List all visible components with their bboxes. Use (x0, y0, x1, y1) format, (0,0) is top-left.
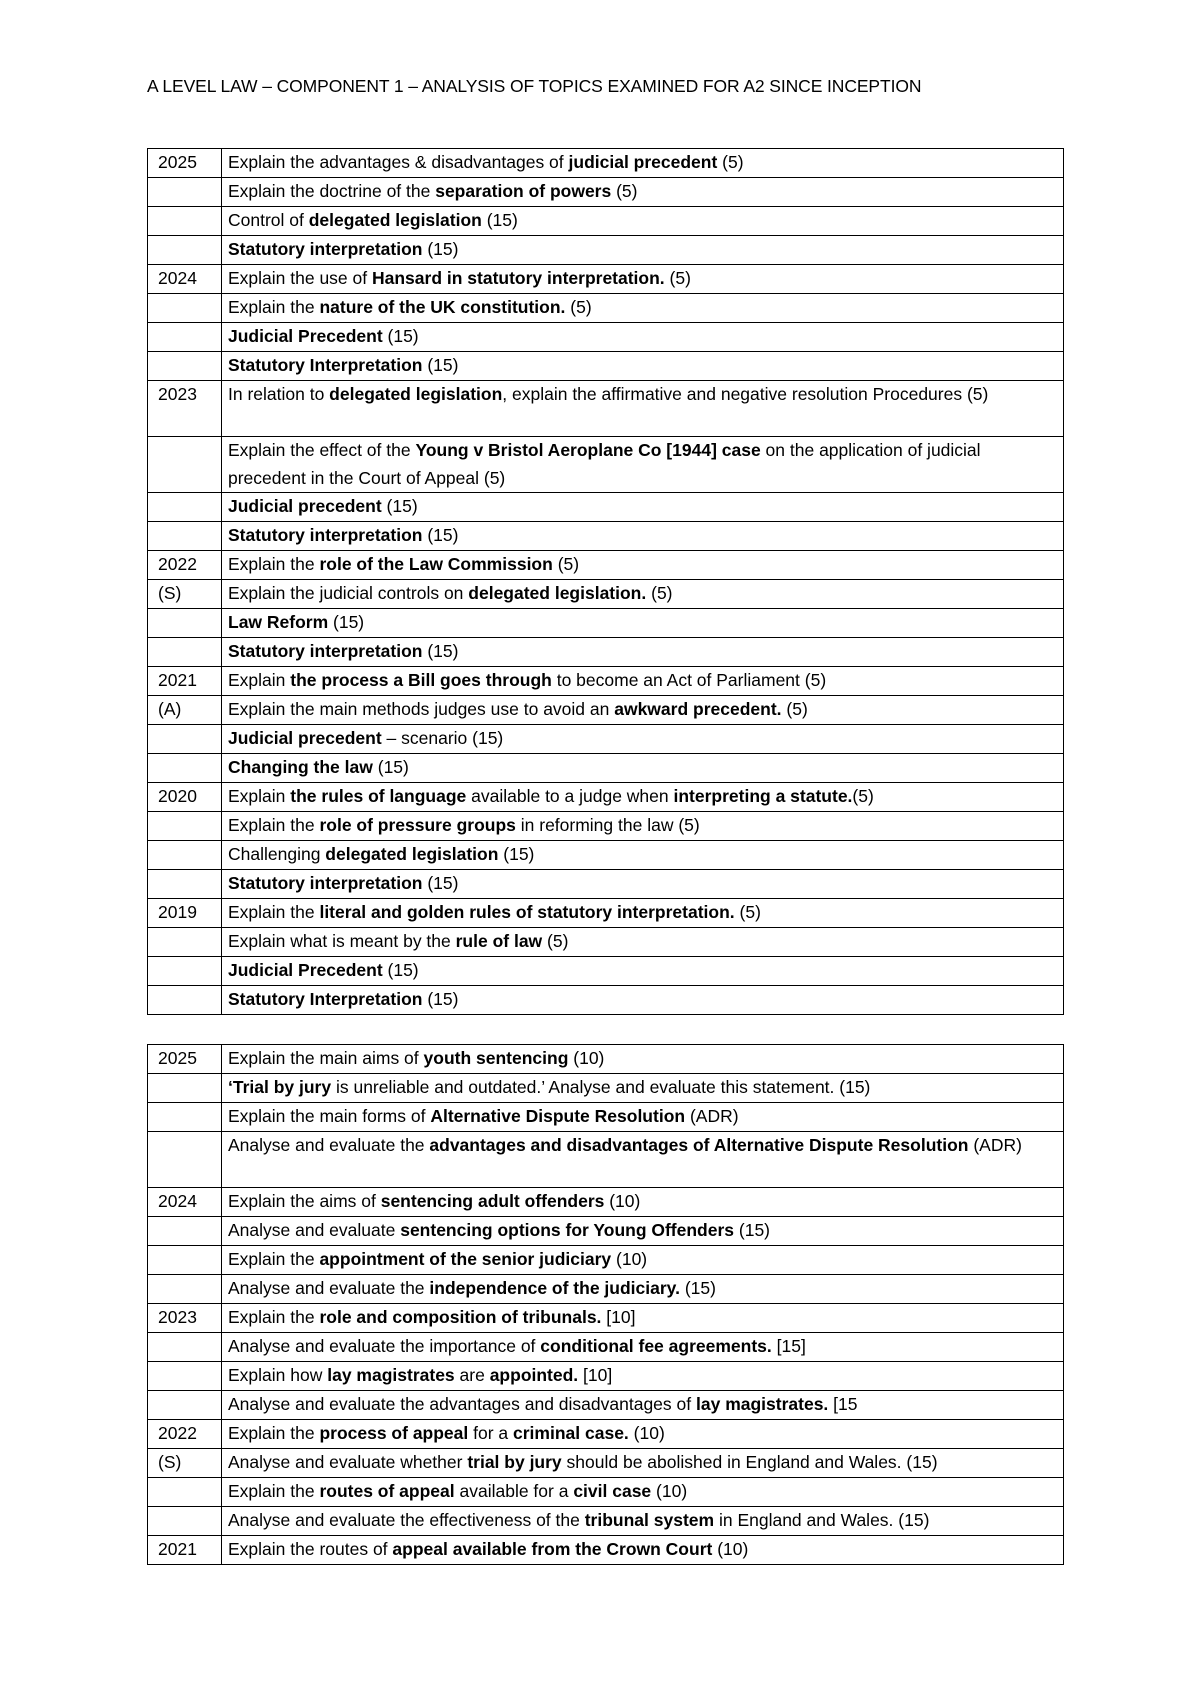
question-keyword: role of the Law Commission (319, 554, 553, 574)
question-cell (222, 381, 1064, 437)
year-cell (148, 352, 222, 381)
year-cell: 2019 (148, 899, 222, 928)
question-text: Analyse and evaluate the (228, 1278, 430, 1298)
question-text: (5) (552, 554, 580, 574)
year-cell (148, 841, 222, 870)
year-cell (148, 207, 222, 236)
question-text: for a (468, 1423, 514, 1443)
question-text: should be abolished in England and Wales. (15) (561, 1452, 938, 1472)
question-keyword: judicial precedent (568, 152, 718, 172)
question-keyword: trial by jury (467, 1452, 562, 1472)
question-text: (15) (422, 641, 459, 661)
question-cell (222, 986, 1064, 1015)
question-keyword: Judicial Precedent (228, 326, 383, 346)
table-row (148, 957, 1064, 986)
year-cell (148, 522, 222, 551)
question-cell (222, 149, 1064, 178)
question-keyword: Statutory interpretation (228, 873, 423, 893)
table-row (148, 1536, 1064, 1565)
question-text: (5) (542, 931, 569, 951)
table-row (148, 899, 1064, 928)
year-cell (148, 986, 222, 1015)
table-row (148, 381, 1064, 437)
table-row (148, 783, 1064, 812)
table-row (148, 928, 1064, 957)
year-cell (148, 1391, 222, 1420)
question-text: , explain the affirmative and negative resolution Procedures (5) (502, 384, 989, 404)
table-row (148, 352, 1064, 381)
question-keyword: nature of the UK constitution. (319, 297, 566, 317)
year-cell (148, 1362, 222, 1391)
question-keyword: awkward precedent. (614, 699, 782, 719)
question-keyword: independence of the judiciary. (429, 1278, 680, 1298)
question-text: Analyse and evaluate the (228, 1135, 430, 1155)
question-cell (222, 265, 1064, 294)
year-cell (148, 870, 222, 899)
question-keyword: Judicial precedent (228, 496, 382, 516)
question-cell (222, 437, 1064, 493)
question-text: (15) (381, 496, 418, 516)
table-row (148, 1132, 1064, 1188)
question-keyword: youth sentencing (423, 1048, 569, 1068)
table-row (148, 1507, 1064, 1536)
table-row (148, 1217, 1064, 1246)
question-text: (10) (611, 1249, 648, 1269)
question-cell (222, 899, 1064, 928)
question-keyword: Law Reform (228, 612, 329, 632)
table-row (148, 294, 1064, 323)
question-keyword: separation of powers (435, 181, 612, 201)
table-row (148, 986, 1064, 1015)
question-text: (5) (611, 181, 638, 201)
question-keyword: process of appeal (319, 1423, 469, 1443)
question-cell (222, 1420, 1064, 1449)
year-cell: (S) (148, 1449, 222, 1478)
question-cell (222, 1391, 1064, 1420)
question-cell (222, 1275, 1064, 1304)
question-keyword: interpreting a statute. (673, 786, 853, 806)
question-text: Explain the main methods judges use to avoid an (228, 699, 615, 719)
table-row (148, 667, 1064, 696)
question-text: (15) (422, 873, 459, 893)
question-text: Explain the (228, 902, 320, 922)
question-text: in reforming the law (5) (515, 815, 700, 835)
question-cell (222, 1217, 1064, 1246)
question-text: (ADR) (685, 1106, 739, 1126)
table-row (148, 149, 1064, 178)
question-text: (15) (498, 844, 535, 864)
question-text: (15) (422, 525, 459, 545)
question-cell (222, 1246, 1064, 1275)
question-keyword: Alternative Dispute Resolution (430, 1106, 686, 1126)
question-text: Analyse and evaluate the advantages and disadvantages of (228, 1394, 696, 1414)
question-text: Explain the doctrine of the (228, 181, 436, 201)
question-keyword: routes of appeal (319, 1481, 455, 1501)
table-row (148, 696, 1064, 725)
question-text: Explain the effect of the (228, 440, 416, 460)
question-cell (222, 1507, 1064, 1536)
question-text: (15) (328, 612, 365, 632)
question-cell (222, 754, 1064, 783)
question-cell (222, 957, 1064, 986)
year-cell (148, 957, 222, 986)
question-cell (222, 928, 1064, 957)
question-text: (10) (604, 1191, 641, 1211)
question-keyword: the process a Bill goes through (290, 670, 552, 690)
table-row (148, 609, 1064, 638)
year-cell (148, 1333, 222, 1362)
question-text: – scenario (15) (381, 728, 504, 748)
question-text: (10) (651, 1481, 688, 1501)
question-text: Challenging (228, 844, 326, 864)
question-keyword: appeal available from the Crown Court (392, 1539, 713, 1559)
question-text: Explain the main aims of (228, 1048, 424, 1068)
question-text: are (454, 1365, 490, 1385)
question-cell (222, 294, 1064, 323)
question-text: (5) (565, 297, 592, 317)
table-row (148, 638, 1064, 667)
question-text: Explain (228, 670, 291, 690)
question-text: Explain the (228, 1423, 320, 1443)
question-keyword: civil case (573, 1481, 652, 1501)
question-keyword: conditional fee agreements. (540, 1336, 772, 1356)
question-cell (222, 841, 1064, 870)
question-cell (222, 1478, 1064, 1507)
year-cell: 2022 (148, 1420, 222, 1449)
question-keyword: Judicial Precedent (228, 960, 383, 980)
year-cell (148, 1507, 222, 1536)
question-cell (222, 1103, 1064, 1132)
question-text: Explain the (228, 815, 320, 835)
question-cell (222, 725, 1064, 754)
question-cell (222, 783, 1064, 812)
question-keyword: the rules of language (290, 786, 467, 806)
question-cell (222, 667, 1064, 696)
question-keyword: Statutory Interpretation (228, 355, 423, 375)
question-keyword: rule of law (455, 931, 543, 951)
year-cell: 2020 (148, 783, 222, 812)
question-text: (ADR) (968, 1135, 1022, 1155)
question-text: Explain the (228, 1481, 320, 1501)
table-row (148, 1074, 1064, 1103)
table-row (148, 323, 1064, 352)
question-text: Analyse and evaluate (228, 1220, 401, 1240)
table-row (148, 522, 1064, 551)
question-text: Explain what is meant by the (228, 931, 456, 951)
year-cell (148, 437, 222, 493)
year-cell (148, 725, 222, 754)
year-cell (148, 1217, 222, 1246)
question-cell (222, 1074, 1064, 1103)
topics-table-2 (147, 1044, 1064, 1565)
question-text: [15 (828, 1394, 858, 1414)
question-text: Explain the use of (228, 268, 372, 288)
question-text: In relation to (228, 384, 330, 404)
question-text: (15) (422, 989, 459, 1009)
question-text: Explain (228, 786, 291, 806)
table-row (148, 493, 1064, 522)
question-text: (10) (568, 1048, 605, 1068)
question-keyword: delegated legislation. (468, 583, 647, 603)
table-row (148, 812, 1064, 841)
year-cell: (S) (148, 580, 222, 609)
question-text: Explain the advantages & disadvantages of (228, 152, 569, 172)
table-row (148, 236, 1064, 265)
question-keyword: Hansard in statutory interpretation. (371, 268, 665, 288)
question-text: (5) (852, 786, 874, 806)
question-keyword: lay magistrates. (696, 1394, 829, 1414)
question-text: Analyse and evaluate whether (228, 1452, 468, 1472)
table-row (148, 1103, 1064, 1132)
question-cell (222, 493, 1064, 522)
table-row (148, 1449, 1064, 1478)
question-keyword: delegated legislation (325, 844, 499, 864)
question-text: Explain the main forms of (228, 1106, 431, 1126)
year-cell: 2022 (148, 551, 222, 580)
question-cell (222, 1188, 1064, 1217)
question-cell (222, 1333, 1064, 1362)
table-row (148, 841, 1064, 870)
year-cell: 2025 (148, 1045, 222, 1074)
table-row (148, 1420, 1064, 1449)
question-cell (222, 580, 1064, 609)
question-text: Explain the (228, 554, 320, 574)
year-cell (148, 493, 222, 522)
question-keyword: advantages and disadvantages of Alternative Dispute Resolution (429, 1135, 969, 1155)
table-row (148, 1304, 1064, 1333)
question-text: (15) (481, 210, 518, 230)
question-keyword: literal and golden rules of statutory interpretation. (319, 902, 735, 922)
year-cell: (A) (148, 696, 222, 725)
question-text: (15) (422, 355, 459, 375)
table-row (148, 178, 1064, 207)
question-keyword: lay magistrates (327, 1365, 455, 1385)
table-row (148, 754, 1064, 783)
question-text: Explain the routes of (228, 1539, 393, 1559)
table-row (148, 1362, 1064, 1391)
question-text: Control of (228, 210, 309, 230)
table-row (148, 870, 1064, 899)
year-cell (148, 294, 222, 323)
question-keyword: role of pressure groups (319, 815, 516, 835)
year-cell (148, 1246, 222, 1275)
question-text: (15) (679, 1278, 716, 1298)
question-text: (15) (734, 1220, 771, 1240)
question-text: (5) (781, 699, 808, 719)
question-cell (222, 178, 1064, 207)
question-cell (222, 323, 1064, 352)
question-cell (222, 609, 1064, 638)
question-text: Explain how (228, 1365, 328, 1385)
question-text: (5) (717, 152, 744, 172)
question-text: to become an Act of Parliament (5) (551, 670, 827, 690)
question-keyword: Judicial precedent (228, 728, 382, 748)
question-keyword: appointed. (489, 1365, 579, 1385)
question-keyword: delegated legislation (329, 384, 503, 404)
year-cell (148, 1275, 222, 1304)
year-cell (148, 1074, 222, 1103)
year-cell: 2024 (148, 265, 222, 294)
question-keyword: delegated legislation (308, 210, 482, 230)
question-text: available for a (454, 1481, 574, 1501)
page-title: A LEVEL LAW – COMPONENT 1 – ANALYSIS OF TOPICS EXAMINED FOR A2 SINCE INCEPTION (147, 76, 922, 96)
question-text: (15) (422, 239, 459, 259)
table-row (148, 1045, 1064, 1074)
year-cell (148, 638, 222, 667)
year-cell (148, 1103, 222, 1132)
question-cell (222, 696, 1064, 725)
question-text: on the application of judicial precedent in the Court of Appeal (5) (228, 440, 981, 488)
year-cell (148, 609, 222, 638)
table-row (148, 1188, 1064, 1217)
year-cell (148, 178, 222, 207)
table-row (148, 1246, 1064, 1275)
table-row (148, 1275, 1064, 1304)
question-text: Explain the (228, 1307, 320, 1327)
question-text: Explain the judicial controls on (228, 583, 469, 603)
question-cell (222, 638, 1064, 667)
question-text: Explain the aims of (228, 1191, 381, 1211)
table-row (148, 725, 1064, 754)
question-cell (222, 812, 1064, 841)
question-text: (5) (734, 902, 761, 922)
year-cell (148, 754, 222, 783)
question-keyword: Changing the law (228, 757, 373, 777)
question-text: [15] (771, 1336, 806, 1356)
question-text: Explain the (228, 1249, 320, 1269)
question-keyword: sentencing options for Young Offenders (400, 1220, 735, 1240)
question-keyword: Statutory interpretation (228, 239, 423, 259)
question-cell (222, 1304, 1064, 1333)
year-cell (148, 1132, 222, 1188)
question-keyword: sentencing adult offenders (380, 1191, 605, 1211)
question-cell (222, 1362, 1064, 1391)
question-text: [10] (578, 1365, 613, 1385)
question-text: in England and Wales. (15) (714, 1510, 930, 1530)
question-keyword: appointment of the senior judiciary (319, 1249, 612, 1269)
question-keyword: tribunal system (584, 1510, 715, 1530)
year-cell (148, 812, 222, 841)
question-keyword: Young v Bristol Aeroplane Co [1944] case (415, 440, 761, 460)
question-cell (222, 551, 1064, 580)
question-keyword: role and composition of tribunals. (319, 1307, 602, 1327)
question-keyword: Statutory interpretation (228, 525, 423, 545)
question-cell (222, 207, 1064, 236)
year-cell: 2021 (148, 667, 222, 696)
question-text: (5) (646, 583, 673, 603)
question-text: [10] (601, 1307, 636, 1327)
question-cell (222, 870, 1064, 899)
question-text: (10) (712, 1539, 749, 1559)
year-cell: 2023 (148, 381, 222, 437)
table-row (148, 551, 1064, 580)
year-cell: 2021 (148, 1536, 222, 1565)
year-cell: 2025 (148, 149, 222, 178)
question-text: Explain the (228, 297, 320, 317)
year-cell (148, 236, 222, 265)
question-keyword: ‘Trial by jury (228, 1077, 332, 1097)
question-text: (5) (664, 268, 691, 288)
year-cell (148, 928, 222, 957)
question-text: (15) (372, 757, 409, 777)
year-cell (148, 1478, 222, 1507)
table-row (148, 580, 1064, 609)
topics-table-1 (147, 148, 1064, 1015)
question-keyword: criminal case. (513, 1423, 629, 1443)
table-row (148, 1478, 1064, 1507)
question-text: available to a judge when (466, 786, 674, 806)
question-text: Analyse and evaluate the importance of (228, 1336, 541, 1356)
table-row (148, 437, 1064, 493)
table-row (148, 207, 1064, 236)
question-cell (222, 352, 1064, 381)
question-cell (222, 1132, 1064, 1188)
year-cell: 2024 (148, 1188, 222, 1217)
question-text: is unreliable and outdated.’ Analyse and evaluate this statement. (15) (331, 1077, 871, 1097)
table-row (148, 1333, 1064, 1362)
question-text: (10) (628, 1423, 665, 1443)
table-row (148, 265, 1064, 294)
question-keyword: Statutory Interpretation (228, 989, 423, 1009)
question-cell (222, 1045, 1064, 1074)
question-cell (222, 522, 1064, 551)
year-cell (148, 323, 222, 352)
question-text: (15) (382, 960, 419, 980)
question-cell (222, 236, 1064, 265)
question-text: (15) (382, 326, 419, 346)
question-cell (222, 1536, 1064, 1565)
question-cell (222, 1449, 1064, 1478)
question-keyword: Statutory interpretation (228, 641, 423, 661)
table-row (148, 1391, 1064, 1420)
year-cell: 2023 (148, 1304, 222, 1333)
question-text: Analyse and evaluate the effectiveness of the (228, 1510, 585, 1530)
